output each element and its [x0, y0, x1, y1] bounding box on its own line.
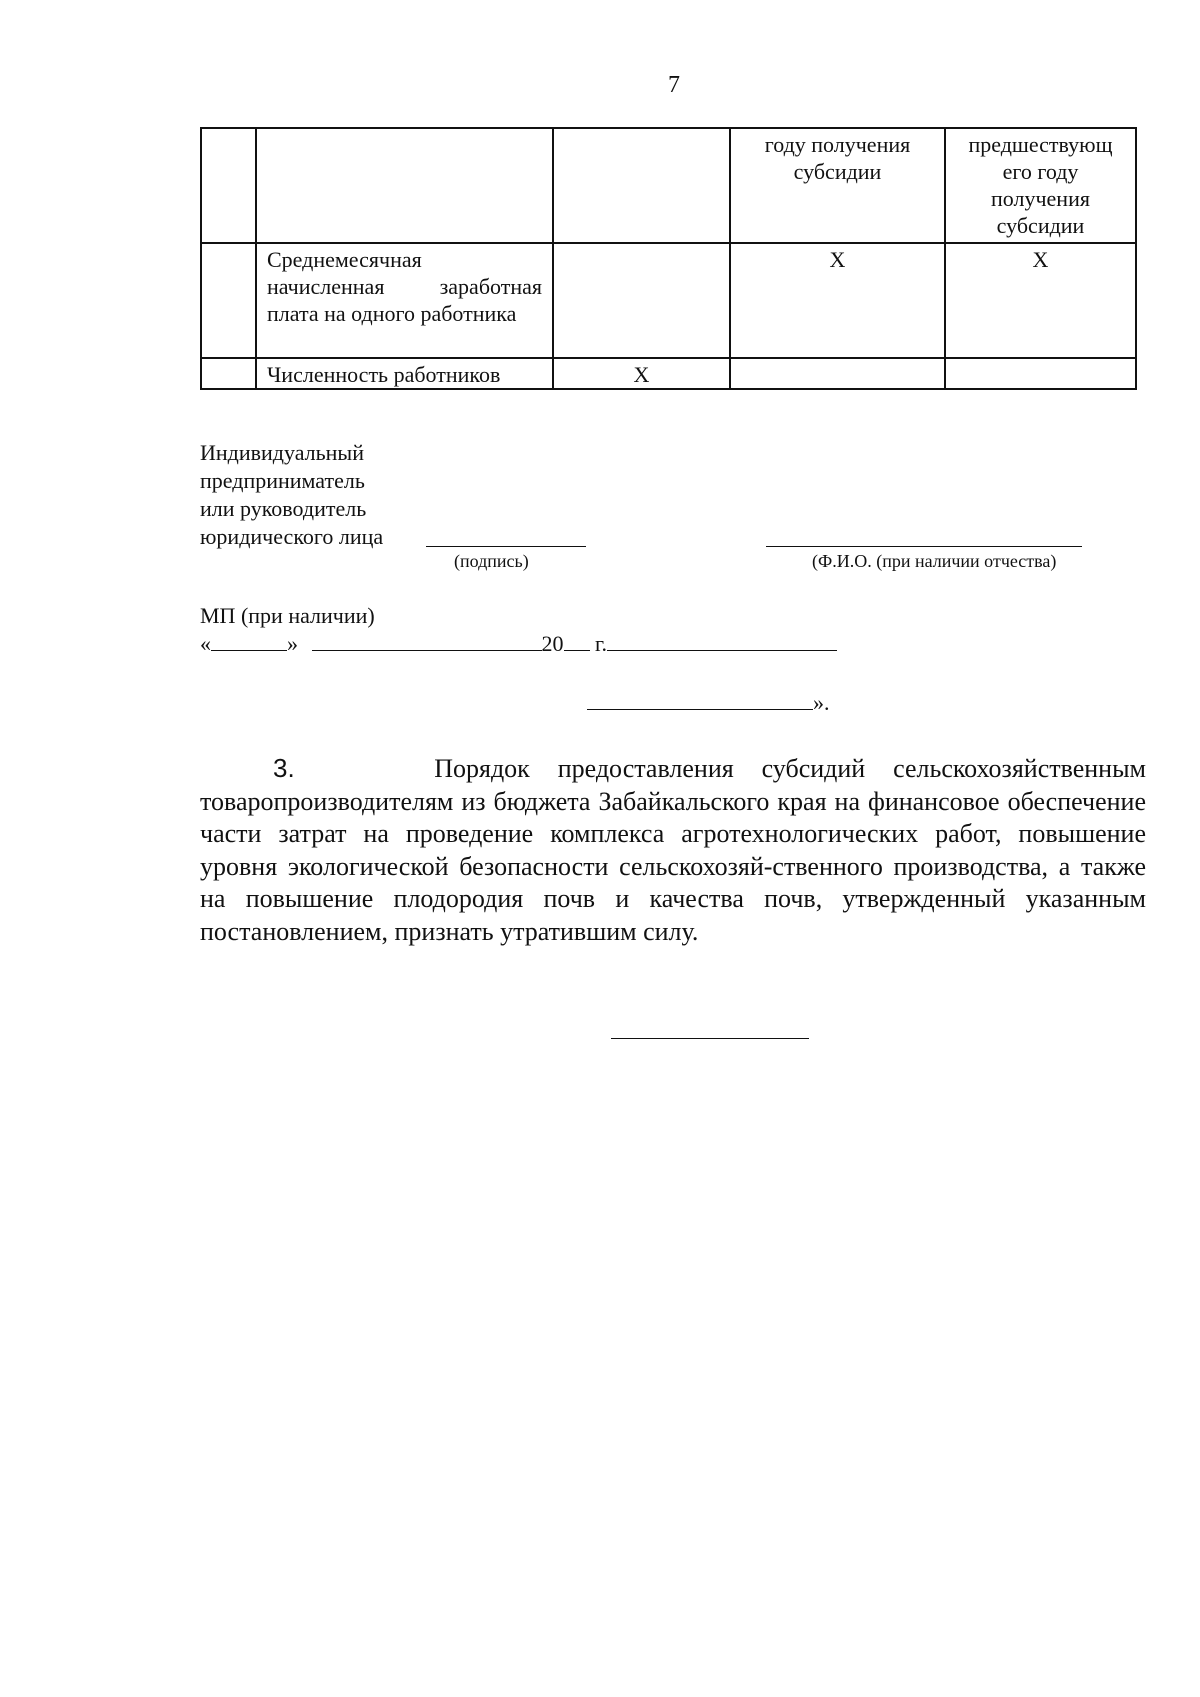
row-name: Среднемесячная начисленная заработная плата на одного работника: [256, 243, 553, 358]
header-previous-year: предшествующ его году получения субсидии: [945, 128, 1136, 243]
day-blank: [211, 632, 287, 651]
signer-line: юридического лица: [200, 524, 384, 549]
stamp-note: МП (при наличии): [200, 603, 375, 628]
signer-title: [200, 439, 383, 551]
closing-line: [587, 690, 830, 716]
signer-line: предприниматель: [200, 468, 365, 493]
paragraph-3: [200, 752, 1146, 948]
paragraph-text: Порядок предоставления субсидий сельскохозяйственным товаропроизводителям из бюджета Забайкальского края на финансовое обеспечение части затрат на проведение комплекса агротехнологических работ, повышение уровня экологической безопасности сельскохозяй-ственного производства, а также на повышение плодородия почв и качества почв, утвержденный указанным постановлением, признать утратившим силу.: [200, 754, 1147, 946]
table-cell: [553, 128, 730, 243]
signer-line: или руководитель: [200, 496, 367, 521]
closing-quote: ».: [813, 690, 830, 715]
row-current: [730, 358, 945, 389]
date-close-quote: »: [287, 631, 298, 656]
year-prefix: 20: [541, 631, 564, 656]
row-previous: Х: [945, 243, 1136, 358]
row-previous: [945, 358, 1136, 389]
year-blank: [564, 632, 590, 651]
end-rule: [611, 1038, 809, 1039]
row-unit: [553, 243, 730, 358]
indicators-table: [200, 127, 1137, 390]
table-cell: [201, 358, 256, 389]
table-cell: [201, 243, 256, 358]
table-cell: [256, 128, 553, 243]
row-unit: Х: [553, 358, 730, 389]
year-suffix: г.: [595, 631, 608, 656]
table-cell: [201, 128, 256, 243]
month-blank: [312, 632, 542, 651]
header-current-year: году получения субсидии: [730, 128, 945, 243]
full-name-label: (Ф.И.О. (при наличии отчества): [812, 551, 1057, 571]
table-row: [201, 243, 1136, 358]
paragraph-number: 3.: [273, 753, 295, 783]
row-name: Численность работников: [256, 358, 553, 389]
row-current: Х: [730, 243, 945, 358]
extra-blank: [607, 632, 837, 651]
table-row: [201, 358, 1136, 389]
full-name-line: [766, 546, 1082, 547]
signer-line: Индивидуальный: [200, 440, 364, 465]
signature-label: (подпись): [454, 551, 529, 571]
closing-blank: [587, 691, 813, 710]
table-header-row: [201, 128, 1136, 243]
date-line: [200, 631, 837, 657]
page-number: 7: [668, 72, 680, 98]
date-open-quote: «: [200, 631, 211, 656]
signature-line: [426, 546, 586, 547]
